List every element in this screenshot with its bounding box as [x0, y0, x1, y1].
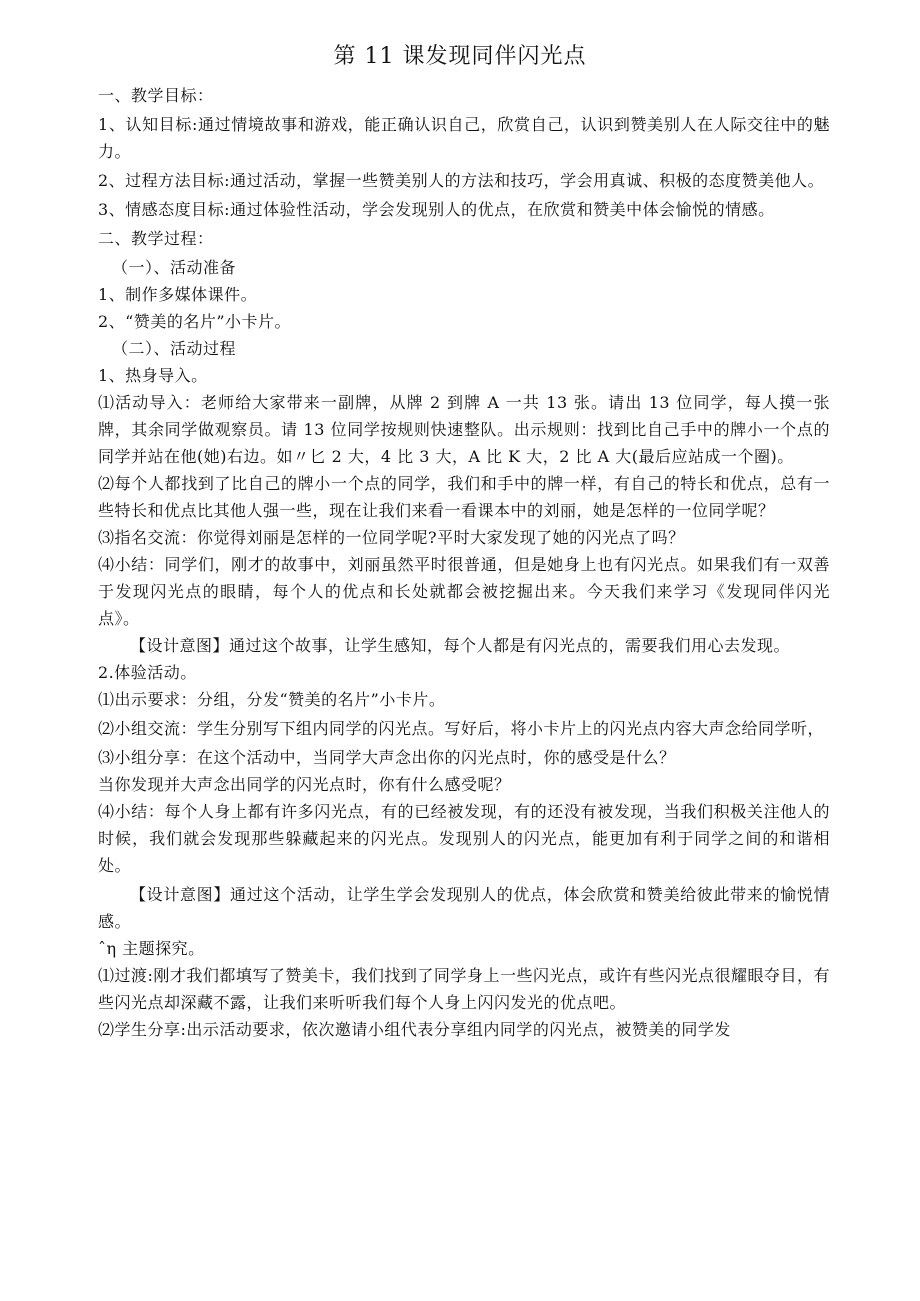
warmup-item-2: ⑵每个人都找到了比自己的牌小一个点的同学，我们和手中的牌一样，有自己的特长和优点，总有一些特长和优点比其他人强一些，现在让我们来看一看课本中的刘丽，她是怎样的一位同学呢？: [98, 474, 830, 520]
section-heading-objectives: 一、教学目标：: [98, 86, 214, 105]
experience-item-1: ⑴出示要求：分组，分发“赞美的名片”小卡片。: [98, 690, 446, 709]
warmup-item-3: ⑶指名交流：你觉得刘丽是怎样的一位同学呢?平时大家发现了她的闪光点了吗？: [98, 528, 685, 547]
design-intent-1: 【设计意图】通过这个故事，让学生感知，每个人都是有闪光点的，需要我们用心去发现。: [130, 636, 791, 655]
experience-item-2: ⑵小组交流：学生分别写下组内同学的闪光点。写好后，将小卡片上的闪光点内容大声念给同学听，: [98, 719, 825, 738]
objective-emotion: 3、情感态度目标:通过体验性活动，学会发现别人的优点，在欣赏和赞美中体会愉悦的情感。: [98, 200, 775, 219]
subheading-preparation: （一）、活动准备: [112, 258, 237, 277]
section-heading-process: 二、教学过程：: [98, 229, 214, 248]
step-warmup: 1、热身导入。: [98, 366, 208, 385]
step-experience: 2.体验活动。: [98, 663, 197, 682]
document-body: [98, 82, 830, 1043]
theme-item-1: ⑴过渡:刚才我们都填写了赞美卡，我们找到了同学身上一些闪光点，或许有些闪光点很耀眼夺目，有些闪光点却深藏不露，让我们来听听我们每个人身上闪闪发光的优点吧。: [98, 966, 830, 1012]
experience-item-4: ⑷小结：每个人身上都有许多闪光点，有的已经被发现，有的还没有被发现，当我们积极关注他人的时候，我们就会发现那些躲藏起来的闪光点。发现别人的闪光点，能更加有利于同学之间的和谐相处。: [98, 802, 830, 875]
warmup-item-1: ⑴活动导入：老师给大家带来一副牌，从牌 2 到牌 A 一共 13 张。请出 13 位同学，每人摸一张牌，其余同学做观察员。请 13 位同学按规则快速整队。出示规则：找到比自己手中的牌小一个点的同学并站在他(她)右边。如〃匕 2 大，4 比 3 大，A 比 K 大，2 比 A 大(最后应站成一个圈)。: [98, 393, 830, 466]
warmup-item-4: ⑷小结：同学们，刚才的故事中，刘丽虽然平时很普通，但是她身上也有闪光点。如果我们有一双善于发现闪光点的眼睛，每个人的优点和长处就都会被挖掘出来。今天我们来学习《发现同伴闪光点》。: [98, 555, 830, 628]
theme-item-2: ⑵学生分享:出示活动要求，依次邀请小组代表分享组内同学的闪光点，被赞美的同学发: [98, 1020, 731, 1039]
prep-item-2: 2、“赞美的名片”小卡片。: [98, 312, 292, 331]
design-intent-2: 【设计意图】通过这个活动，让学生学会发现别人的优点，体会欣赏和赞美给彼此带来的愉悦情感。: [98, 885, 830, 931]
subheading-activity: （二）、活动过程: [112, 339, 237, 358]
experience-item-3: ⑶小组分享：在这个活动中，当同学大声念出你的闪光点时，你的感受是什么？: [98, 748, 676, 767]
page-title: 第 11 课发现同伴闪光点: [333, 44, 587, 69]
experience-item-3-cont: 当你发现并大声念出同学的闪光点时，你有什么感受呢？: [98, 775, 511, 794]
step-theme: ˆη 主题探究。: [98, 939, 205, 958]
objective-cognitive: 1、认知目标:通过情境故事和游戏，能正确认识自己，欣赏自己，认识到赞美别人在人际交往中的魅力。: [98, 115, 830, 161]
prep-item-1: 1、制作多媒体课件。: [98, 285, 258, 304]
objective-process: 2、过程方法目标:通过活动，掌握一些赞美别人的方法和技巧，学会用真诚、积极的态度赞美他人。: [98, 171, 825, 190]
